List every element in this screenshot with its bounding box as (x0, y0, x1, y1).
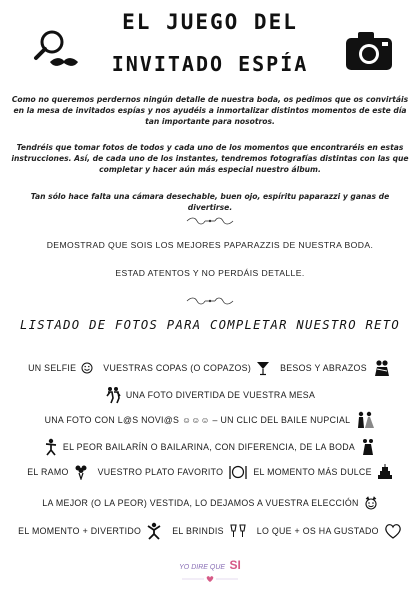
camera-icon (344, 30, 394, 72)
list-row (0, 493, 420, 513)
intro-paragraph-3: Tan sólo hace falta una cámara desechable, buen ojo, espíritu paparazzi y ganas de divertirse. (30, 192, 390, 212)
brand-logo (170, 556, 250, 574)
list-item-label: UNA FOTO CON L@S NOVI@S ☺☺☺ – UN CLIC DEL BAILE NUPCIAL (44, 415, 351, 425)
cocktail-glass-icon (256, 360, 270, 376)
list-item (28, 362, 93, 374)
ornament-divider (185, 296, 235, 306)
list-row (0, 462, 420, 482)
logo-hearts-icon (178, 575, 242, 583)
dancing-couple-icon (360, 438, 376, 456)
bride-groom-icon (355, 411, 375, 429)
list-row (0, 385, 420, 405)
list-item-label: EL MOMENTO + DIVERTIDO (18, 526, 142, 536)
list-item-label: BESOS Y ABRAZOS (280, 363, 367, 373)
list-item (257, 523, 402, 539)
list-item-label: LA MEJOR (O LA PEOR) VESTIDA, LO DEJAMOS A VUESTRA ELECCIÓN (42, 498, 359, 508)
title-line-1: EL JUEGO DEL (122, 10, 298, 34)
toast-glasses-icon (229, 523, 247, 539)
list-row (0, 521, 420, 541)
list-item-label: VUESTRO PLATO FAVORITO (97, 467, 224, 477)
dancer-icon (44, 438, 58, 456)
bouquet-icon (74, 464, 88, 480)
callout-paparazzis: DEMOSTRAD QUE SOIS LOS MEJORES PAPARAZZIS DE NUESTRA BODA. (46, 240, 374, 250)
list-item-label: VUESTRAS COPAS (O COPAZOS) (103, 363, 252, 373)
heart-outline-icon (384, 523, 402, 539)
list-item-label: UN SELFIE (28, 363, 77, 373)
intro-paragraph-2: Tendréis que tomar fotos de todos y cada uno de los momentos que encontraréis en estas instrucciones. Así, de cada uno de los instantes, tendremos fotografías distintas con las que completar y hacer aún más especial nuestro álbum. (11, 143, 409, 174)
callout-atentos: ESTAD ATENTOS Y NO PERDÁIS DETALLE. (115, 268, 305, 278)
smiley-icon (81, 362, 93, 374)
list-item-label: EL RAMO (27, 467, 69, 477)
list-item-label: EL BRINDIS (172, 526, 224, 536)
title-line-2: INVITADO ESPÍA (111, 52, 309, 76)
list-item (98, 464, 249, 480)
list-item-label: LO QUE + OS HA GUSTADO (256, 526, 379, 536)
list-item (253, 464, 392, 480)
logo-text-part1: YO DIRE QUE (179, 564, 226, 571)
wedding-cake-icon (377, 464, 393, 480)
list-item (27, 464, 87, 480)
list-item (280, 359, 392, 377)
jumping-person-icon (146, 522, 162, 540)
magnifier-mustache-icon (32, 28, 88, 74)
list-row (0, 437, 420, 457)
list-item-label: EL MOMENTO MÁS DULCE (253, 467, 372, 477)
list-title: LISTADO DE FOTOS PARA COMPLETAR NUESTRO RETO (19, 318, 401, 332)
list-item (18, 522, 162, 540)
list-item-label: EL PEOR BAILARÍN O BAILARINA, CON DIFERENCIA, DE LA BODA (62, 442, 356, 452)
ornament-divider (185, 216, 235, 226)
intro-paragraph-1: Como no queremos perdernos ningún detalle de nuestra boda, os pedimos que os convirtáis en la mesa de invitados espías y nos ayudéis a inmortalizar distintos momentos de este día tan importante para nosotros. (11, 95, 409, 126)
list-row (0, 410, 420, 430)
dancing-people-icon (105, 386, 121, 404)
hugging-couple-icon (372, 359, 392, 377)
devil-smiley-icon (364, 496, 378, 510)
plate-cutlery-icon (228, 464, 248, 480)
list-item (172, 523, 247, 539)
logo-text-part2: SI (229, 558, 241, 572)
list-row (0, 358, 420, 378)
list-item-label: UNA FOTO DIVERTIDA DE VUESTRA MESA (125, 390, 316, 400)
list-item (103, 360, 270, 376)
